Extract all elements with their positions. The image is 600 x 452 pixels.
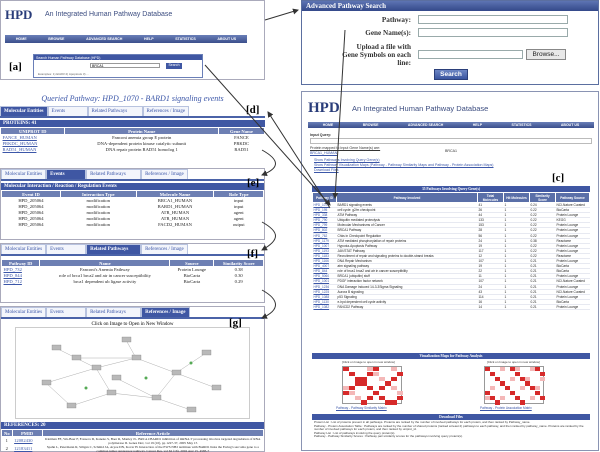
total-molecules: 19 bbox=[478, 243, 504, 248]
download-bar: Download Files bbox=[312, 414, 590, 420]
pathway-id-link[interactable]: HPD_195 bbox=[313, 208, 337, 213]
arrow-a-to-advanced bbox=[265, 10, 298, 20]
pathway-source: Protein Lounge bbox=[177, 267, 207, 272]
pathway-id-link[interactable]: HPD_1166 bbox=[313, 259, 337, 264]
pathway-involved: Aurora B signaling bbox=[337, 289, 478, 294]
nav-browse[interactable]: BROWSE bbox=[48, 37, 65, 41]
pathway-link[interactable]: HPD_732 bbox=[3, 267, 22, 272]
similarity-score: 0.22 bbox=[530, 223, 556, 228]
similarity-score: 0.22 bbox=[530, 213, 556, 218]
tab-molecular-entities[interactable]: Molecular Entities bbox=[1, 169, 46, 179]
molecule-name: ATR_HUMAN bbox=[160, 216, 190, 221]
tab-events[interactable]: Events bbox=[46, 244, 86, 254]
pathway-name: Fanconi's Anemia Pathway bbox=[79, 267, 130, 272]
pmid-link[interactable]: 12183411 bbox=[14, 446, 33, 451]
hit-molecules: 1 bbox=[504, 259, 530, 264]
proteins-count-bar: PROTEINS: 41 bbox=[0, 120, 265, 127]
hit-molecules: 1 bbox=[504, 248, 530, 253]
pathway-id-link[interactable]: HPD_338 bbox=[313, 213, 337, 218]
col-event-id: Event ID bbox=[2, 191, 61, 198]
map-left-caption[interactable]: Pathway - Pathway Similarity Matrix bbox=[336, 406, 387, 410]
pathway-involved: e-hpd dependent cell cycle activity bbox=[337, 299, 478, 304]
similarity-score: 0.22 bbox=[530, 248, 556, 253]
search-button[interactable]: Search bbox=[166, 63, 182, 69]
pathway-source: Protein Lounge bbox=[556, 228, 590, 233]
uniprot-link[interactable]: FANCE_HUMAN bbox=[2, 135, 37, 140]
total-molecules: 11 bbox=[478, 274, 504, 279]
total-molecules: 16 bbox=[478, 299, 504, 304]
pathway-id-link[interactable]: HPD_1193 bbox=[313, 248, 337, 253]
download-pathway-list[interactable]: Pathway List : List of pathways involving the query protein(s). bbox=[314, 430, 396, 435]
pathways-table-title: 35 Pathways Involving Query Gene(s) bbox=[312, 186, 590, 192]
pathway-involved: Ubiquitin mediated proteolysis bbox=[337, 218, 478, 223]
pathway-involved: DNA Damage Induced 14-3-3Sigma Signaling bbox=[337, 284, 478, 289]
molecule-name: ATR_HUMAN bbox=[160, 210, 190, 215]
total-molecules: 107 bbox=[478, 279, 504, 284]
total-molecules: 107 bbox=[478, 259, 504, 264]
tab-molecular-entities[interactable]: Molecular Entities bbox=[1, 244, 46, 254]
hit-molecules: 1 bbox=[504, 213, 530, 218]
pathway-source: BioCarta bbox=[556, 299, 590, 304]
similarity-score: 0.21 bbox=[530, 279, 556, 284]
pathway-id-link[interactable]: HPD_5060 bbox=[313, 274, 337, 279]
pathway-involved: cell cycle: g2/m checkpoint bbox=[337, 208, 478, 213]
similarity-score: 0.38 bbox=[530, 238, 556, 243]
pathway-involved: p53 Signaling bbox=[337, 294, 478, 299]
nav-statistics[interactable]: STATISTICS bbox=[175, 37, 196, 41]
total-molecules: 56 bbox=[478, 233, 504, 238]
download-association-table[interactable]: Pathway - Protein Association Table : Pathways are ranked by the number of shared proteins (ranked at least 2) pathways to each pathway, and then ranked by pathway_name. Proteins are ranked by the number of involved pathways for each protein, and then ranked by uniprot_id. bbox=[314, 423, 584, 432]
hit-molecules: 1 bbox=[504, 203, 530, 208]
pathway-involved: JAK/STAT Pathway bbox=[337, 248, 478, 253]
site-subtitle: An Integrated Human Pathway Database bbox=[352, 104, 489, 113]
molecule-name: BRCA1_HUMAN bbox=[157, 198, 193, 203]
col-hit-molecules: Hit Molecules bbox=[504, 193, 530, 203]
pathway-source: NCI-Nature Curated bbox=[556, 203, 590, 208]
pathway-id-link[interactable]: HPD_790 bbox=[313, 218, 337, 223]
hit-molecules: 1 bbox=[504, 269, 530, 274]
pathway-id-link[interactable]: HPD_1088 bbox=[313, 294, 337, 299]
pathway-id-link[interactable]: HPD_1001 bbox=[313, 279, 337, 284]
similarity-score: 0.21 bbox=[530, 304, 556, 309]
ref-no: 2 bbox=[5, 446, 8, 451]
link-download-files[interactable]: Download Files bbox=[314, 168, 339, 172]
pathway-involved: Chks in Checkpoint Regulation bbox=[337, 233, 478, 238]
pathway-id-link[interactable]: HPD_1236 bbox=[313, 284, 337, 289]
tab-related-pathways[interactable]: Related Pathways bbox=[88, 106, 143, 116]
col-no: No bbox=[2, 430, 13, 437]
nav-about[interactable]: ABOUT US bbox=[217, 37, 237, 41]
site-subtitle: An Integrated Human Pathway Database bbox=[45, 11, 173, 18]
nav-about[interactable]: ABOUT US bbox=[560, 123, 580, 127]
uniprot-link[interactable]: RAD51_HUMAN bbox=[2, 147, 37, 152]
pathway-involved: PDGF interaction factor network bbox=[337, 279, 478, 284]
hit-molecules: 1 bbox=[504, 279, 530, 284]
total-molecules: 114 bbox=[478, 294, 504, 299]
tab-related-pathways[interactable]: Related Pathways bbox=[86, 307, 141, 317]
col-protein-name: Protein Name bbox=[65, 128, 218, 135]
similarity-score: 0.29 bbox=[234, 279, 243, 284]
click-image-hint: Click on Image to Open in New Window bbox=[91, 322, 174, 327]
pathway-involved: Recruitment of repair and signaling proteins to double-strand breaks bbox=[337, 253, 478, 258]
total-molecules: 26 bbox=[478, 208, 504, 213]
hit-molecules: 1 bbox=[504, 228, 530, 233]
pathway-involved: Hypoxia-Apoptosis Pathway bbox=[337, 243, 478, 248]
event-id: HPD_205064 bbox=[18, 216, 44, 221]
pathway-id-link[interactable]: HPD_1082 bbox=[313, 304, 337, 309]
tab-references-image[interactable]: References / Image bbox=[141, 244, 188, 254]
advanced-search-button[interactable]: Search bbox=[434, 69, 468, 80]
col-source: Source bbox=[170, 260, 214, 267]
tab-references-image[interactable]: References / Image bbox=[143, 106, 190, 116]
pathway-label: Pathway: bbox=[381, 16, 411, 24]
ref-article: Kleiman FE, Wu-Baer F, Fonseca D, Kaneko S, Baer R, Manley JL. BRCA1/BARD1 inhibition of mRNA 3' processing involves targeted degradation of RNA polymerase II. Genes Dev, vol 19 (10), pp 1227-37, 2005 May 15 bbox=[45, 437, 261, 445]
pathway-source: Protein Lounge bbox=[556, 274, 590, 279]
nav-home[interactable]: HOME bbox=[15, 37, 27, 41]
pathway-source: BioCarta bbox=[556, 208, 590, 213]
col-reference-article: Reference Article bbox=[42, 430, 263, 437]
tab-molecular-entities[interactable]: Molecular Entities bbox=[0, 106, 48, 116]
upload-label-1: Upload a file with bbox=[356, 43, 411, 51]
col-uniprot-id: UNIPROT ID bbox=[1, 128, 65, 135]
mapped-protein-link[interactable]: BRCA1_HUMAN bbox=[310, 151, 338, 155]
hit-molecules: 1 bbox=[504, 233, 530, 238]
pathway-source: Reactome bbox=[556, 253, 590, 258]
hit-molecules: 1 bbox=[504, 238, 530, 243]
pathway-source: Protein Lounge bbox=[556, 243, 590, 248]
pathway-source: NCI-Nature Curated bbox=[556, 289, 590, 294]
map-right-caption[interactable]: Pathway - Protein Association Matrix bbox=[480, 406, 532, 410]
pathway-source: Protein Lounge bbox=[556, 294, 590, 299]
event-id: HPD_205064 bbox=[18, 222, 44, 227]
link-visualization-maps[interactable]: Show Pathway Visualization Maps (Pathway - Pathway Similarity Maps and Pathway - Protein Association Maps) bbox=[314, 163, 494, 167]
pathway-source: BioCarta bbox=[183, 279, 201, 284]
label-c: [c] bbox=[552, 172, 565, 184]
nav-help[interactable]: HELP bbox=[144, 37, 154, 41]
total-molecules: 14 bbox=[478, 304, 504, 309]
proteins-mapped-label: Protein mapped to Input Gene Name(s) are: bbox=[310, 146, 381, 150]
pathway-name: role of brca1 brca2 and atr in cancer susceptibility bbox=[58, 273, 151, 278]
similarity-score: 0.22 bbox=[530, 228, 556, 233]
pathway-source: BioCarta bbox=[556, 269, 590, 274]
total-molecules: 43 bbox=[478, 289, 504, 294]
pathway-source: Protein Lounge bbox=[556, 304, 590, 309]
col-role-type: Role Type bbox=[214, 191, 264, 198]
gene-name: PRKDC bbox=[233, 141, 250, 146]
pathway-involved: FANCD2 Pathway bbox=[337, 304, 478, 309]
pathway-link[interactable]: HPD_844 bbox=[3, 273, 22, 278]
tab-related-pathways[interactable]: Related Pathways bbox=[86, 244, 141, 254]
hit-molecules: 1 bbox=[504, 274, 530, 279]
nav-help[interactable]: HELP bbox=[472, 123, 483, 127]
total-molecules: 19 bbox=[478, 264, 504, 269]
nav-browse[interactable]: BROWSE bbox=[362, 123, 379, 127]
arrow-advanced-to-c bbox=[335, 30, 345, 198]
similarity-score: 0.38 bbox=[234, 267, 243, 272]
similarity-score: 0.22 bbox=[530, 243, 556, 248]
visualization-bar: Visualization Maps for Pathway Analysis bbox=[312, 353, 590, 359]
pathway-source: Protein Lounge bbox=[556, 284, 590, 289]
hpd-logo: HPD bbox=[5, 7, 33, 22]
tab-events[interactable]: Events bbox=[48, 106, 88, 116]
pathway-source: Protein Lounge bbox=[556, 223, 590, 228]
similarity-score: 0.21 bbox=[530, 294, 556, 299]
pathway-source: BioCarta bbox=[183, 273, 201, 278]
arrow-a-to-c bbox=[205, 65, 330, 205]
tab-references-image[interactable]: References / Image bbox=[141, 307, 189, 317]
similarity-score: 0.22 bbox=[530, 233, 556, 238]
total-molecules: 153 bbox=[478, 223, 504, 228]
role-type: agent bbox=[233, 216, 244, 221]
hit-molecules: 1 bbox=[504, 294, 530, 299]
total-molecules: 44 bbox=[478, 213, 504, 218]
pathway-involved: ATM mediated phosphorylation of repair proteins bbox=[337, 238, 478, 243]
pathway-source: NCI-Nature Curated bbox=[556, 279, 590, 284]
col-pathway-id: Pathway ID bbox=[2, 260, 40, 267]
tab-references-image[interactable]: References / Image bbox=[141, 169, 188, 179]
col-pathway-involved: Pathway Involved bbox=[337, 193, 478, 203]
col-similarity-score: Similarity Score bbox=[530, 193, 556, 203]
queried-pathway-title: Queried Pathway: HPD_1070 - BARD1 signaling events bbox=[41, 94, 224, 103]
role-type: input bbox=[234, 204, 244, 209]
role-type: input bbox=[234, 198, 244, 203]
role-type: agent bbox=[233, 210, 244, 215]
hit-molecules: 1 bbox=[504, 223, 530, 228]
nav-advanced-search[interactable]: ADVANCED SEARCH bbox=[407, 123, 444, 127]
input-query-label: Input Query: bbox=[310, 133, 332, 137]
download-similarity-scores[interactable]: Pathway - Pathway Similarity Scores : Pathway pair similarity scores for the pathways involving query protein(s). bbox=[314, 434, 463, 439]
protein-name: DNA-dependent protein kinase catalytic subunit bbox=[97, 141, 187, 146]
pathway-involved: BARD1 signaling events bbox=[337, 203, 478, 208]
pathway-involved: Molecular Mechanisms of Cancer bbox=[337, 223, 478, 228]
tab-events[interactable]: Events bbox=[46, 307, 86, 317]
similarity-score: 0.22 bbox=[530, 208, 556, 213]
col-gene-name: Gene Name bbox=[218, 128, 264, 135]
pathway-id-link[interactable]: HPD_1183 bbox=[313, 253, 337, 258]
total-molecules: 28 bbox=[478, 228, 504, 233]
input-query-value: BRCA1 bbox=[445, 149, 457, 153]
col-name: Name bbox=[40, 260, 170, 267]
label-e: [e] bbox=[247, 177, 260, 189]
pathway-id-link[interactable]: HPD_799 bbox=[313, 223, 337, 228]
tab-events[interactable]: Events bbox=[46, 169, 86, 179]
pathway-involved: role of brca1 brca2 and atr in cancer susceptibility bbox=[337, 269, 478, 274]
pathway-involved: BRCA1 (ubiquitin) stuff bbox=[337, 274, 478, 279]
uniprot-link[interactable]: PRKDC_HUMAN bbox=[2, 141, 38, 146]
advanced-search-header: Advanced Pathway Search bbox=[302, 1, 598, 11]
event-id: HPD_205064 bbox=[18, 198, 44, 203]
event-id: HPD_205064 bbox=[18, 210, 44, 215]
nav-statistics[interactable]: STATISTICS bbox=[511, 123, 532, 127]
pathway-id-link[interactable]: HPD_1179 bbox=[313, 238, 337, 243]
pathway-involved: atm signaling pathway bbox=[337, 264, 478, 269]
interaction-type: modification bbox=[86, 222, 110, 227]
arrow-e-to-f bbox=[262, 222, 276, 250]
total-molecules: 12 bbox=[478, 253, 504, 258]
upload-label-3: line: bbox=[397, 59, 411, 67]
pmid-link[interactable]: 12082430 bbox=[14, 438, 33, 443]
total-molecules: 24 bbox=[478, 284, 504, 289]
pathway-involved: DNA Repair Mechanism bbox=[337, 259, 478, 264]
label-a: [a] bbox=[9, 61, 22, 73]
hit-molecules: 1 bbox=[504, 218, 530, 223]
similarity-score: 0.21 bbox=[530, 269, 556, 274]
arrow-d-to-e bbox=[262, 150, 276, 175]
arrow-lines bbox=[205, 10, 345, 318]
similarity-score: 0.21 bbox=[530, 274, 556, 279]
pathway-involved: BRCA1 Pathway bbox=[337, 228, 478, 233]
hit-molecules: 1 bbox=[504, 304, 530, 309]
pathway-id-link[interactable]: HPD_762 bbox=[313, 233, 337, 238]
pathway-id-link[interactable]: HPD_1225 bbox=[313, 289, 337, 294]
similarity-score: 0.30 bbox=[234, 273, 243, 278]
pathway-id-link[interactable]: HPD_802 bbox=[313, 228, 337, 233]
role-type: output bbox=[232, 222, 245, 227]
col-interaction-type: Interaction Type bbox=[60, 191, 136, 198]
protein-name: DNA repair protein RAD51 homolog 1 bbox=[105, 147, 178, 152]
pathway-id-link[interactable]: HPD_844 bbox=[313, 269, 337, 274]
col-pathway-id: Pathway ID bbox=[313, 193, 337, 203]
tab-related-pathways[interactable]: Related Pathways bbox=[86, 169, 141, 179]
events-bar: Molecular Interaction / Reaction / Regulation Events bbox=[1, 183, 264, 190]
browse-button[interactable]: Browse... bbox=[526, 49, 566, 60]
tab-molecular-entities[interactable]: Molecular Entities bbox=[1, 307, 46, 317]
pathway-source: BioCarta bbox=[556, 264, 590, 269]
hpd-logo: HPD bbox=[308, 100, 340, 116]
search-examples: Examples: 1) EGFR 2) Apoptosis 3) ... bbox=[38, 72, 89, 76]
pathway-involved: ATM Pathway bbox=[337, 213, 478, 218]
similarity-score: 0.21 bbox=[530, 289, 556, 294]
pathway-source: Protein Lounge bbox=[556, 259, 590, 264]
pathway-source: Protein Lounge bbox=[556, 248, 590, 253]
arrow-c-to-d bbox=[268, 112, 330, 208]
gene-name: RAD51 bbox=[234, 147, 249, 152]
similarity-score: 0.21 bbox=[530, 259, 556, 264]
total-molecules: 41 bbox=[478, 203, 504, 208]
label-f: [f] bbox=[247, 248, 258, 260]
ref-no: 1 bbox=[5, 438, 8, 443]
pathway-id-link[interactable]: HPD_1007 bbox=[313, 243, 337, 248]
col-total-molecules: Total Molecules bbox=[478, 193, 504, 203]
pathway-source: Protein Lounge bbox=[556, 213, 590, 218]
interaction-type: modification bbox=[86, 198, 110, 203]
molecule-name: BARD1_HUMAN bbox=[157, 204, 193, 209]
hit-molecules: 1 bbox=[504, 289, 530, 294]
total-molecules: 133 bbox=[478, 218, 504, 223]
gene-name: FANCE bbox=[234, 135, 249, 140]
pathway-source: Reactome bbox=[556, 238, 590, 243]
col-similarity-score: Similarity Score bbox=[214, 260, 264, 267]
download-protein-list[interactable]: Protein List : List of proteins present in all pathways. Proteins are ranked by the number of involved pathways for each protein, and then ranked by Pathway_name. bbox=[314, 420, 531, 424]
search-box-title: Search Human Pathway Database (HPD) bbox=[34, 55, 202, 60]
hit-molecules: 1 bbox=[504, 243, 530, 248]
similarity-score: 0.21 bbox=[530, 299, 556, 304]
pathway-id-link[interactable]: HPD_4007 bbox=[313, 264, 337, 269]
total-molecules: 24 bbox=[478, 238, 504, 243]
hit-molecules: 1 bbox=[504, 299, 530, 304]
similarity-score: 0.22 bbox=[530, 218, 556, 223]
molecule-name: FACD2_HUMAN bbox=[158, 222, 192, 227]
total-molecules: 117 bbox=[478, 248, 504, 253]
pathway-id-link[interactable]: HPD_1070 bbox=[313, 203, 337, 208]
ref-article: Spahn L, Petermann R, Siligan C, Schmid JA, Aryee DN, Kovar H. Interaction of the EWS NH2 terminus with BARD1 links the Ewing's sarcoma gene to a common tumor suppressor pathway. Cancer Res, vol 62 (16), 2002 Aug 15, 4583-7 bbox=[46, 445, 259, 452]
nav-advanced-search[interactable]: ADVANCED SEARCH bbox=[86, 37, 123, 41]
protein-name: Fanconi anemia group E protein bbox=[112, 135, 172, 140]
col-pathway-source: Pathway Source bbox=[556, 193, 590, 203]
search-input[interactable]: BRCA1 bbox=[90, 63, 160, 68]
map-hint-right: [Click on Image to open in new window] bbox=[487, 360, 540, 364]
hit-molecules: 1 bbox=[504, 253, 530, 258]
label-g: [g] bbox=[229, 317, 242, 329]
upload-label-2: Gene Symbols on each bbox=[342, 51, 411, 59]
hit-molecules: 1 bbox=[504, 208, 530, 213]
total-molecules: 22 bbox=[478, 269, 504, 274]
pathway-link[interactable]: HPD_712 bbox=[3, 279, 22, 284]
similarity-score: 0.21 bbox=[530, 264, 556, 269]
pathway-name: brca1 dependent ub ligase activity bbox=[73, 279, 137, 284]
references-bar: REFERENCES: 20 bbox=[1, 422, 264, 429]
similarity-score: 0.22 bbox=[530, 253, 556, 258]
col-molecule-name: Molecule Name bbox=[136, 191, 214, 198]
nav-home[interactable]: HOME bbox=[322, 123, 334, 127]
label-d: [d] bbox=[246, 104, 260, 116]
similarity-score: 0.21 bbox=[530, 284, 556, 289]
hit-molecules: 1 bbox=[504, 264, 530, 269]
hit-molecules: 1 bbox=[504, 284, 530, 289]
pathway-source: Protein Lounge bbox=[556, 233, 590, 238]
interaction-type: modification bbox=[86, 204, 110, 209]
interaction-type: modification bbox=[86, 216, 110, 221]
pathway-source: KEGG bbox=[556, 218, 590, 223]
arrow-f-to-g bbox=[262, 290, 276, 318]
link-show-pathways[interactable]: Show Pathways Involving Query Gene(s) bbox=[314, 158, 380, 162]
similarity-score: 0.24 bbox=[530, 203, 556, 208]
map-hint-left: [Click on Image to open in new window] bbox=[342, 360, 395, 364]
col-pmid: PMID bbox=[12, 430, 42, 437]
interaction-type: modification bbox=[86, 210, 110, 215]
event-id: HPD_205064 bbox=[18, 204, 44, 209]
pathway-id-link[interactable]: HPD_1130 bbox=[313, 299, 337, 304]
gene-names-label: Gene Name(s): bbox=[365, 29, 411, 37]
